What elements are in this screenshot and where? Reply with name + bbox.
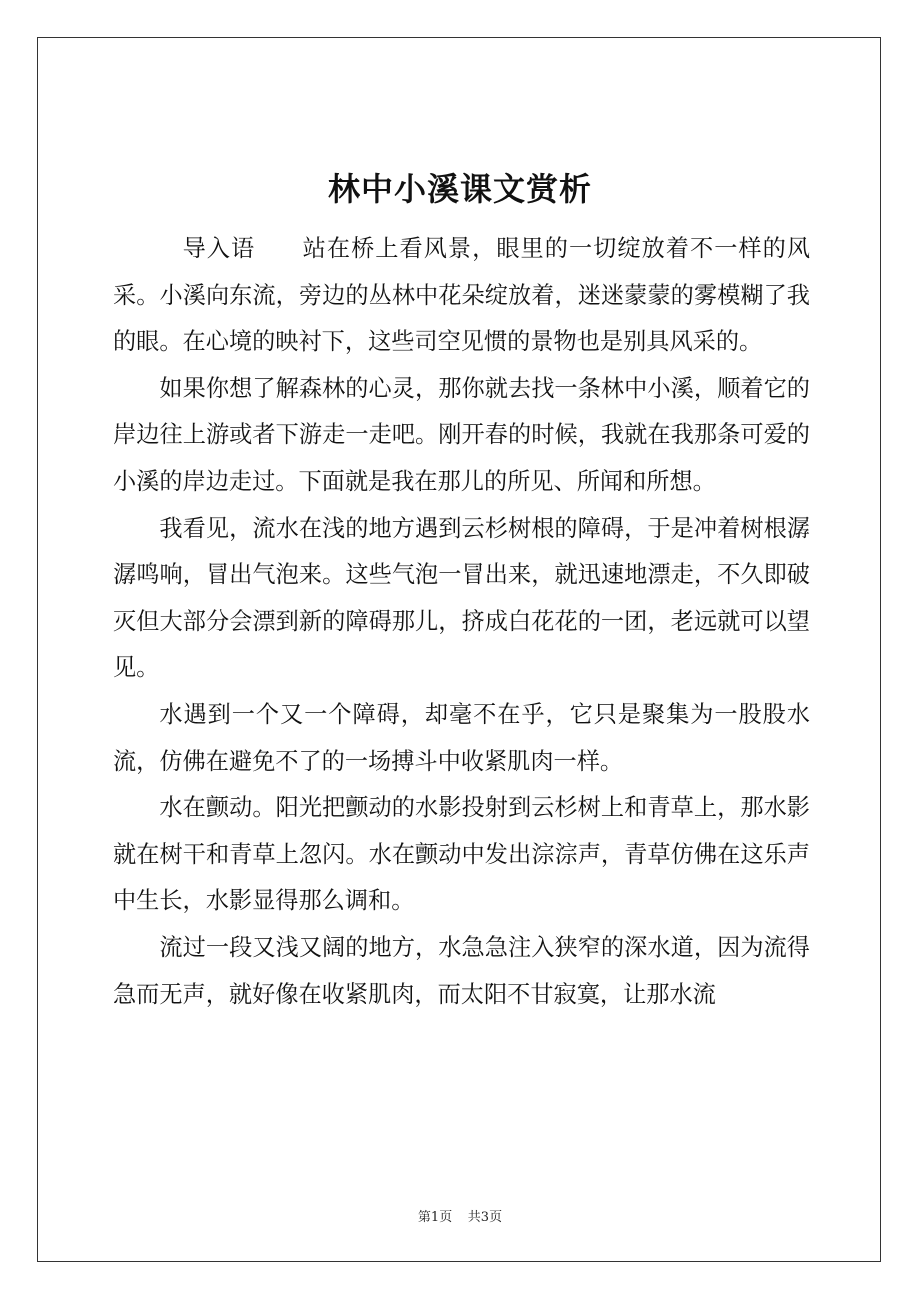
total-pages: 共3页 [467, 1210, 503, 1225]
paragraph: 水遇到一个又一个障碍，却毫不在乎，它只是聚集为一股股水流，仿佛在避免不了的一场搏斗中收紧肌肉一样。 [113, 700, 810, 775]
paragraph: 水在颤动。阳光把颤动的水影投射到云杉树上和青草上，那水影就在树干和青草上忽闪。水在颤动中发出淙淙声，青草仿佛在这乐声中生长，水影显得那么调和。 [113, 794, 810, 915]
paragraph: 如果你想了解森林的心灵，那你就去找一条林中小溪，顺着它的岸边往上游或者下游走一走吧。刚开春的时候，我就在我那条可爱的小溪的岸边走过。下面就是我在那儿的所见、所闻和所想。 [113, 374, 810, 495]
intro-label: 导入语 [182, 235, 256, 262]
current-page: 第1页 [417, 1210, 453, 1225]
intro-paragraph [113, 226, 810, 366]
paragraph: 我看见，流水在浅的地方遇到云杉树根的障碍，于是冲着树根潺潺鸣响，冒出气泡来。这些气泡一冒出来，就迅速地漂走，不久即破灭但大部分会漂到新的障碍那儿，挤成白花花的一团，老远就可以望见。 [113, 514, 810, 682]
intro-text: 站在桥上看风景，眼里的一切绽放着不一样的风采。小溪向东流，旁边的丛林中花朵绽放着，迷迷蒙蒙的雾模糊了我的眼。在心境的映衬下，这些司空见惯的景物也是别具风采的。 [113, 235, 811, 356]
page-footer [0, 1206, 920, 1225]
document-body [113, 226, 810, 1018]
paragraph: 流过一段又浅又阔的地方，水急急注入狭窄的深水道，因为流得急而无声，就好像在收紧肌肉，而太阳不甘寂寞，让那水流 [113, 933, 810, 1008]
document-title: 林中小溪课文赏析 [327, 170, 592, 209]
